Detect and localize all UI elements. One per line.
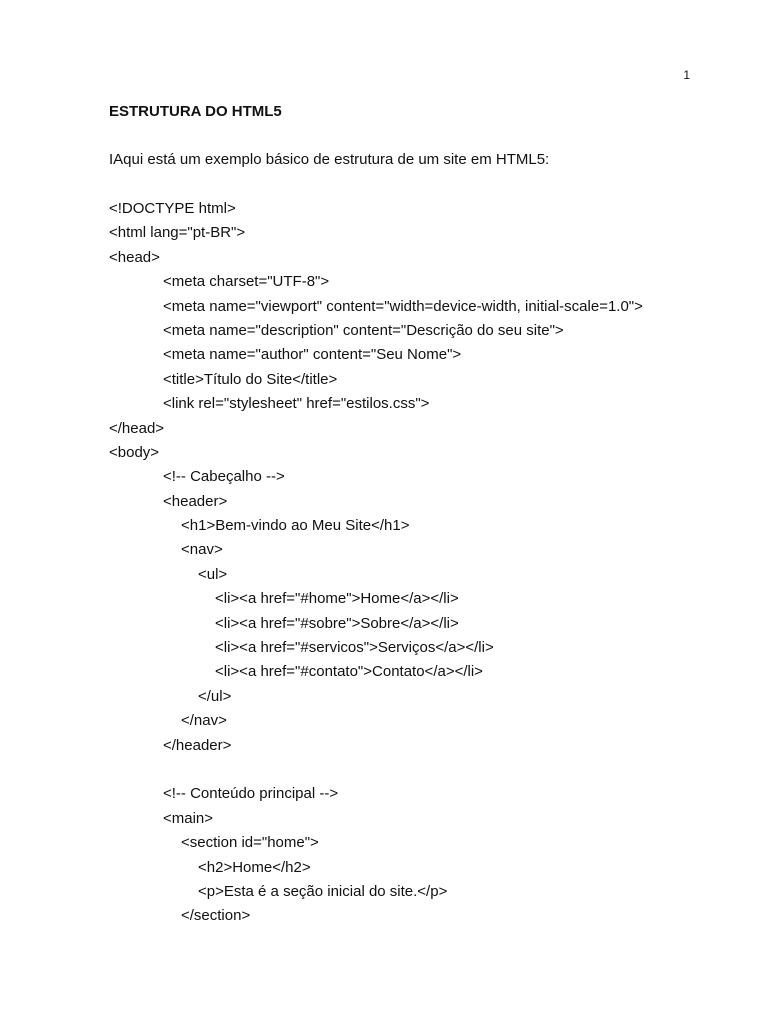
code-line: </section>	[181, 907, 251, 925]
code-line: <title>Título do Site</title>	[163, 370, 338, 388]
code-line: <section id="home">	[181, 834, 319, 852]
code-line: <li><a href="#contato">Contato</a></li>	[215, 663, 483, 681]
code-line: <!-- Cabeçalho -->	[163, 468, 285, 486]
code-line: <li><a href="#home">Home</a></li>	[215, 590, 459, 608]
code-line: <h1>Bem-vindo ao Meu Site</h1>	[181, 517, 410, 535]
code-line: <ul>	[198, 565, 228, 583]
code-line: <meta charset="UTF-8">	[163, 273, 330, 291]
code-line: <meta name="viewport" content="width=device-width, initial-scale=1.0">	[163, 297, 643, 315]
code-line: <h2>Home</h2>	[198, 858, 311, 876]
code-line: </ul>	[198, 687, 232, 705]
code-line: <main>	[163, 809, 214, 827]
code-line: <meta name="description" content="Descrição do seu site">	[163, 321, 564, 339]
html-code-listing	[109, 197, 643, 929]
code-line: <!-- Conteúdo principal -->	[163, 785, 339, 803]
code-line: <head>	[109, 248, 160, 266]
document-title: ESTRUTURA DO HTML5	[109, 103, 282, 120]
code-line: <li><a href="#sobre">Sobre</a></li>	[215, 614, 459, 632]
code-line: </head>	[109, 419, 165, 437]
code-line: <header>	[163, 492, 228, 510]
code-line: <link rel="stylesheet" href="estilos.css">	[163, 395, 430, 413]
code-line: </header>	[163, 736, 232, 754]
code-line: <p>Esta é a seção inicial do site.</p>	[198, 882, 448, 900]
intro-paragraph: IAqui está um exemplo básico de estrutura de um site em HTML5:	[109, 151, 550, 168]
code-line: <nav>	[181, 541, 223, 559]
page-number: 1	[683, 68, 690, 82]
code-line: <html lang="pt-BR">	[109, 224, 246, 242]
code-line: </nav>	[181, 712, 227, 730]
code-line: <body>	[109, 443, 160, 461]
code-line: <!DOCTYPE html>	[109, 200, 236, 217]
code-line: <meta name="author" content="Seu Nome">	[163, 346, 462, 364]
code-line: <li><a href="#servicos">Serviços</a></li>	[215, 639, 494, 657]
blank-line	[109, 758, 643, 782]
